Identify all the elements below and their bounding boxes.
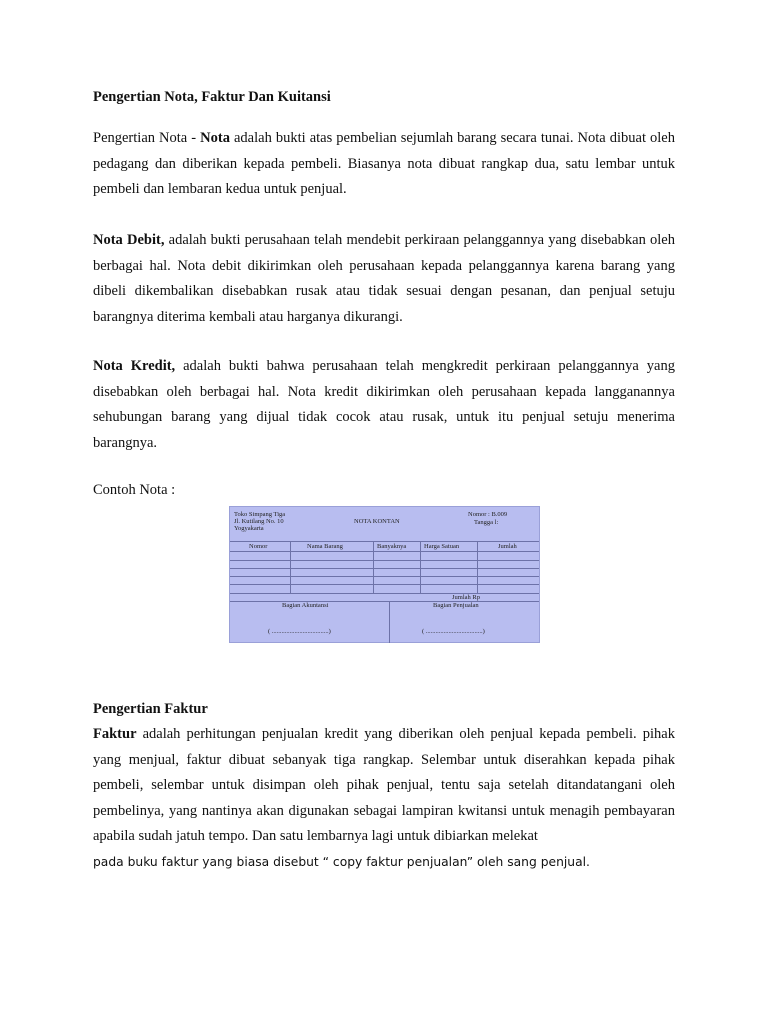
nota-total-line <box>230 601 539 602</box>
nota-row-line <box>230 584 539 585</box>
nota-number: Nomor : B.009 <box>468 511 508 518</box>
nota-col-header: Nama Barang <box>307 543 343 550</box>
nota-col-line <box>290 541 291 593</box>
nota-col-line <box>373 541 374 593</box>
contoh-nota-label: Contoh Nota : <box>93 482 176 498</box>
page-title: Pengertian Nota, Faktur Dan Kuitansi <box>93 89 331 105</box>
faktur-section-title: Pengertian Faktur <box>93 701 208 717</box>
nota-row-line <box>230 560 539 561</box>
nota-col-header: Jumlah <box>498 543 517 550</box>
nota-debit-body: adalah bukti perusahaan telah mendebit perkiraan pelanggannya yang disebabkan oleh berbagai hal. Nota debit dikirimkan oleh perusahaan kepada pelanggannya karena barang yang dibeli dikembalikan disebabkan rusak atau tidak sesuai dengan pesanan, dan penjual setuju barangnya diterima kembali atau harganya dikurangi. <box>93 232 675 325</box>
nota-col-line <box>420 541 421 593</box>
nota-table-top-line <box>230 541 539 542</box>
faktur-last-line: pada buku faktur yang biasa disebut “ copy faktur penjualan” oleh sang penjual. <box>93 854 590 869</box>
nota-row-line <box>230 568 539 569</box>
nota-row-line <box>230 593 539 594</box>
nota-row-line <box>230 576 539 577</box>
nota-store-address: Jl. Kutilang No. 10 <box>234 518 284 525</box>
paragraph-faktur <box>93 722 675 875</box>
nota-kredit-term: Nota Kredit, <box>93 358 176 374</box>
nota-lead: Pengertian Nota - <box>93 130 201 146</box>
nota-heading: NOTA KONTAN <box>354 518 400 525</box>
faktur-term: Faktur <box>93 726 137 742</box>
nota-kredit-body: adalah bukti bahwa perusahaan telah mengkredit perkiraan pelanggannya yang disebabkan oleh berbagai hal. Nota kredit dikirimkan oleh perusahaan kepada langganannya sehubungan barang yang dijual tidak cocok atau rusak, untuk itu penjual setuju menerima barangnya. <box>93 358 675 451</box>
nota-col-line <box>477 541 478 593</box>
nota-col-header: Harga Satuan <box>424 543 460 550</box>
nota-body: adalah bukti atas pembelian sejumlah barang secara tunai. Nota dibuat oleh pedagang dan diberikan kepada pembeli. Biasanya nota dibuat rangkap dua, satu lembar untuk pembeli dan lembaran kedua untuk penjual. <box>93 130 675 197</box>
paragraph-nota-debit <box>93 228 675 330</box>
nota-total-label: Jumlah Rp <box>452 594 480 601</box>
nota-sign-left-line: ( ...................................) <box>268 628 331 635</box>
nota-sign-right: Bagian Penjualan <box>433 602 479 609</box>
nota-col-header: Nomor <box>249 543 268 550</box>
nota-sign-right-line: ( ...................................) <box>422 628 485 635</box>
paragraph-nota-kredit <box>93 354 675 456</box>
nota-term: Nota <box>200 130 230 146</box>
nota-col-header: Banyaknya <box>377 543 407 550</box>
faktur-body: adalah perhitungan penjualan kredit yang diberikan oleh penjual kepada pembeli. pihak yang menjual, faktur dibuat sebanyak tiga rangkap. Selembar untuk diserahkan kepada pihak pembeli, selembar untuk disimpan oleh pihak penjual, tentu saja setelah ditandatangani oleh pembelinya, yang nantinya akan digunakan sebagai lampiran kwitansi untuk menagih pembayaran apabila sudah jatuh tempo. Dan satu lembarnya lagi untuk dibiarkan melekat <box>93 726 675 844</box>
nota-header-line <box>230 551 539 552</box>
nota-debit-term: Nota Debit, <box>93 232 165 248</box>
nota-date: Tangga l: <box>474 519 499 526</box>
paragraph-nota <box>93 126 675 203</box>
nota-sign-divider <box>389 601 390 643</box>
nota-store-name: Toko Simpang Tiga <box>234 511 286 518</box>
nota-store-city: Yogyakarta <box>234 525 264 532</box>
nota-example-image <box>229 506 540 643</box>
nota-sign-left: Bagian Akuntansi <box>282 602 329 609</box>
